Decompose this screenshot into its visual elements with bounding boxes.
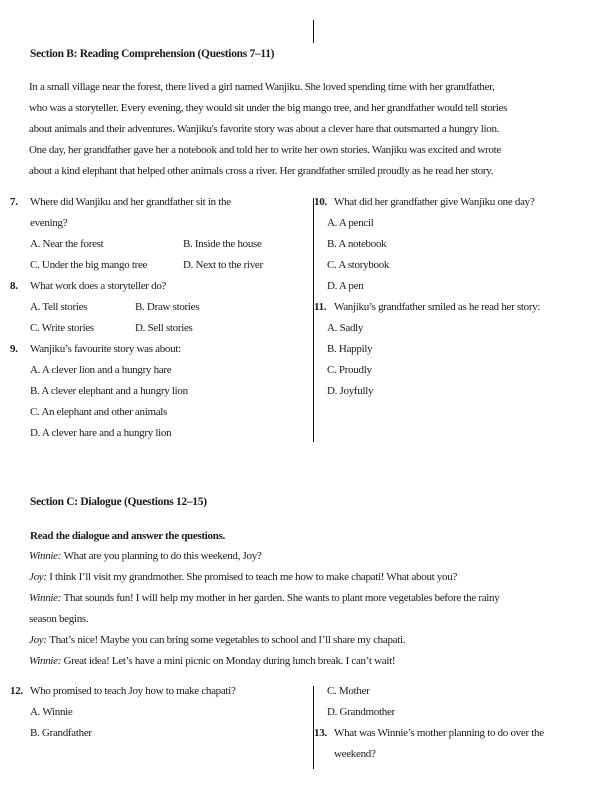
question-text: weekend? [334, 748, 376, 760]
dialogue-line [29, 651, 607, 672]
top-divider-line [313, 20, 314, 43]
dialogue-text: That sounds fun! I will help my mother in her garden. She wants to plant more vegetables before the rainy [63, 592, 500, 604]
question-number: 9. [10, 343, 18, 355]
section-b-questions-left-column [10, 192, 308, 444]
question-12-continued [314, 681, 598, 723]
dialogue-line [29, 630, 607, 651]
option: D. A pen [327, 280, 364, 292]
dialogue [29, 546, 607, 672]
question-text: Wanjiku’s favourite story was about: [30, 343, 181, 355]
dialogue-instruction: Read the dialogue and answer the questions. [30, 530, 226, 542]
option: A. A pencil [327, 217, 374, 229]
dialogue-text: What are you planning to do this weekend, Joy? [63, 550, 262, 562]
option: B. Inside the house [183, 238, 262, 250]
option: B. Happily [327, 343, 373, 355]
section-b-heading: Section B: Reading Comprehension (Questions 7–11) [30, 48, 275, 60]
option: A. Winnie [30, 706, 73, 718]
option: B. Draw stories [135, 301, 200, 313]
question-text: Who promised to teach Joy how to make chapati? [30, 685, 236, 697]
question-9 [10, 339, 308, 444]
option: D. Grandmother [327, 706, 395, 718]
option: C. An elephant and other animals [30, 406, 168, 418]
option-list [327, 213, 598, 297]
option-grid [30, 297, 308, 339]
question-number: 11. [314, 301, 327, 313]
passage-line: In a small village near the forest, there lived a girl named Wanjiku. She loved spending time with her grandfather, [29, 81, 495, 93]
option: D. Sell stories [135, 322, 193, 334]
option: D. A clever hare and a hungry lion [30, 427, 172, 439]
question-number: 10. [314, 196, 327, 208]
option: C. Proudly [327, 364, 372, 376]
speaker-name: Winnie: [29, 655, 64, 667]
option: A. A clever lion and a hungry hare [30, 364, 172, 376]
section-c-heading: Section C: Dialogue (Questions 12–15) [30, 496, 207, 508]
option: C. A storybook [327, 259, 390, 271]
option: A. Sadly [327, 322, 364, 334]
question-number: 8. [10, 280, 18, 292]
speaker-name: Winnie: [29, 592, 64, 604]
question-number: 12. [10, 685, 23, 697]
reading-passage [29, 77, 607, 182]
dialogue-text: season begins. [29, 613, 89, 625]
question-11 [314, 297, 598, 402]
question-number: 13. [314, 727, 327, 739]
option: B. Grandfather [30, 727, 92, 739]
option: D. Joyfully [327, 385, 374, 397]
option: A. Near the forest [30, 238, 104, 250]
question-number: 7. [10, 196, 18, 208]
option: A. Tell stories [30, 301, 88, 313]
question-text: What was Winnie’s mother planning to do over the [334, 727, 544, 739]
dialogue-line [29, 546, 607, 567]
dialogue-text: Great idea! Let’s have a mini picnic on Monday during lunch break. I can’t wait! [63, 655, 396, 667]
question-text: Wanjiku’s grandfather smiled as he read her story: [334, 301, 541, 313]
dialogue-line [29, 588, 607, 609]
section-c-questions-right-column [314, 681, 598, 765]
question-8 [10, 276, 308, 339]
dialogue-line [29, 609, 607, 630]
option: B. A clever elephant and a hungry lion [30, 385, 188, 397]
speaker-name: Joy: [29, 571, 50, 583]
question-10 [314, 192, 598, 297]
passage-line: who was a storyteller. Every evening, they would sit under the big mango tree, and her grandfather would tell stories [29, 102, 508, 114]
section-b-questions-right-column [314, 192, 598, 402]
option: C. Mother [327, 685, 370, 697]
question-13 [314, 723, 598, 765]
dialogue-text: I think I’ll visit my grandmother. She promised to teach me how to make chapati! What about you? [49, 571, 458, 583]
question-7 [10, 192, 308, 276]
speaker-name: Joy: [29, 634, 50, 646]
option-list [30, 702, 308, 744]
option-list [30, 360, 308, 444]
question-text: What work does a storyteller do? [30, 280, 167, 292]
option: C. Under the big mango tree [30, 259, 148, 271]
option: B. A notebook [327, 238, 387, 250]
passage-line: One day, her grandfather gave her a notebook and told her to write her own stories. Wanjiku was excited and wrote [29, 144, 501, 156]
option-list [327, 681, 598, 723]
option: D. Next to the river [183, 259, 263, 271]
option-list [327, 318, 598, 402]
question-text: Where did Wanjiku and her grandfather sit in the [30, 196, 231, 208]
dialogue-text: That’s nice! Maybe you can bring some vegetables to school and I’ll share my chapati. [49, 634, 406, 646]
question-text: evening? [30, 217, 68, 229]
dialogue-line [29, 567, 607, 588]
option: C. Write stories [30, 322, 94, 334]
question-text: What did her grandfather give Wanjiku one day? [334, 196, 535, 208]
speaker-name: Winnie: [29, 550, 64, 562]
section-c-questions-left-column [10, 681, 308, 744]
option-grid [30, 234, 308, 276]
passage-line: about a kind elephant that helped other animals cross a river. Her grandfather smiled proudly as he read her story. [29, 165, 494, 177]
question-12 [10, 681, 308, 744]
passage-line: about animals and their adventures. Wanjiku's favorite story was about a clever hare that outsmarted a hungry lion. [29, 123, 500, 135]
